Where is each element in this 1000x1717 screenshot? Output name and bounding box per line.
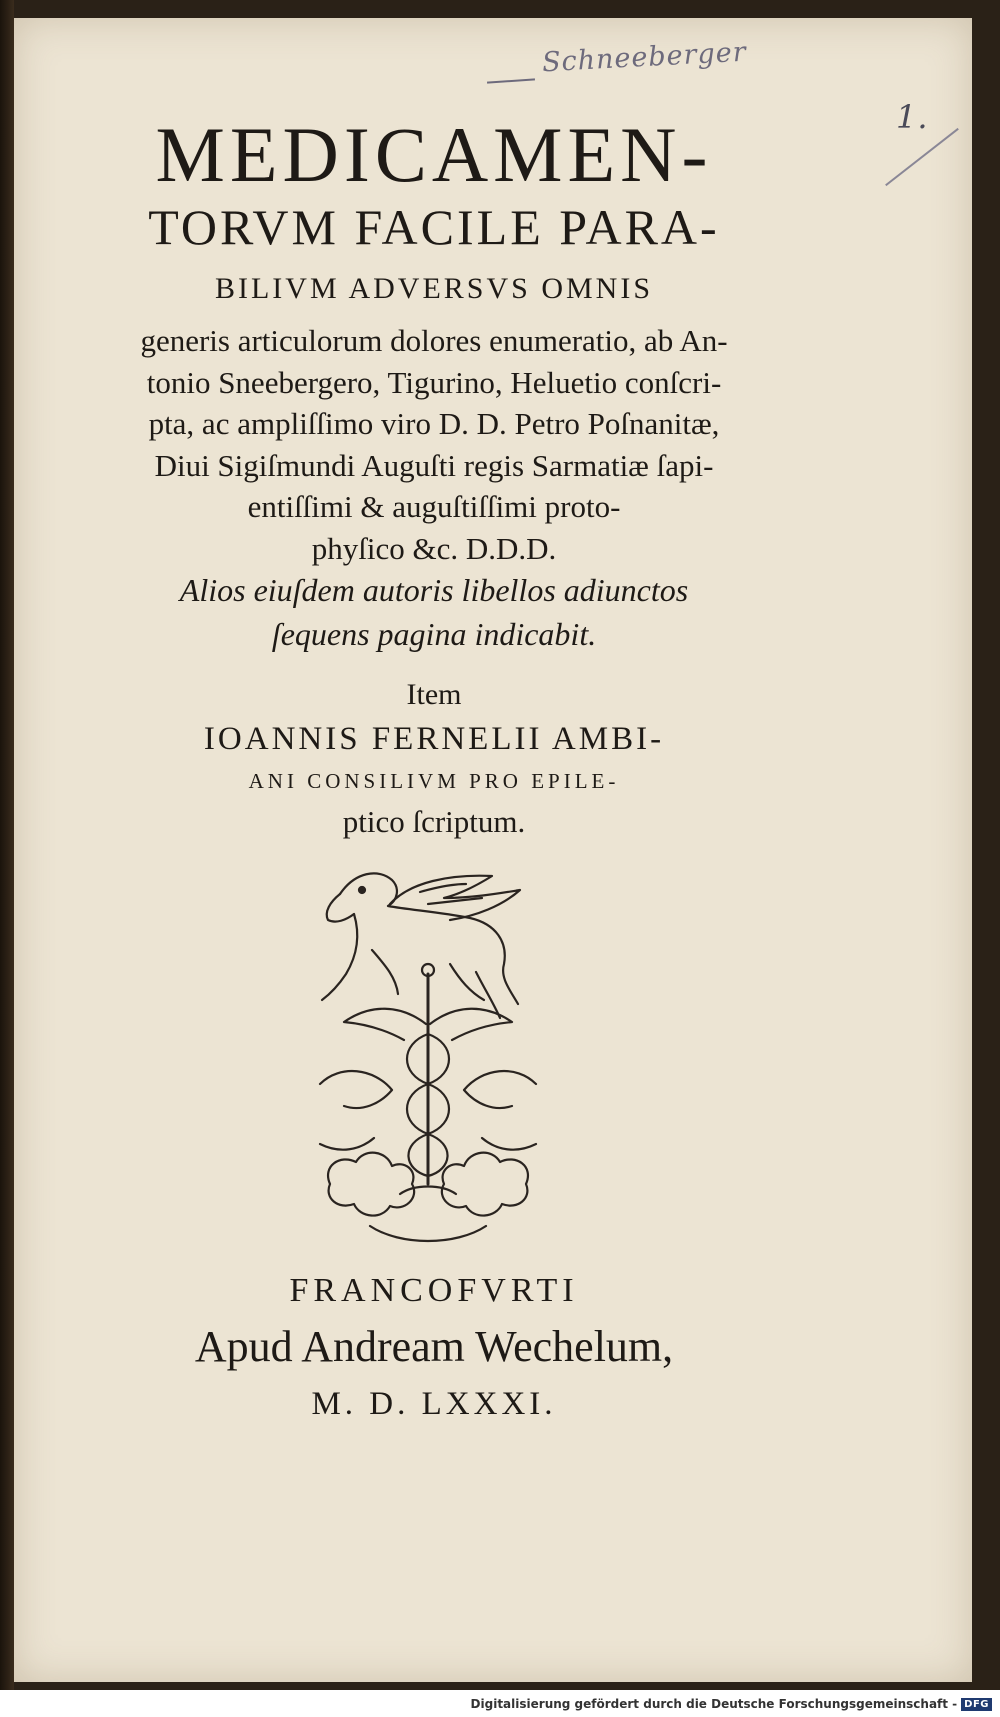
italic-line-2: ſequens pagina indicabit. — [271, 616, 597, 652]
body-line-4: Diui Sigiſmundi Auguſti regis Sarmatiæ ſapi- — [154, 447, 714, 483]
italic-note — [74, 568, 794, 656]
funding-note-text: Digitalisierung gefördert durch die Deutsche Forschungsgemeinschaft - — [470, 1697, 958, 1711]
body-line-5: entiſſimi & auguſtiſſimi proto- — [247, 489, 621, 524]
imprint-publisher: Apud Andream Wechelum, — [194, 1322, 674, 1371]
book-spine — [0, 0, 14, 1690]
item-label: Item — [406, 678, 462, 711]
body-line-3: pta, ac ampliſſimo viro D. D. Petro Poſnanitæ, — [148, 406, 720, 441]
title-line-3: BILIVM ADVERSVS OMNIS — [214, 272, 654, 305]
imprint-city: FRANCOFVRTI — [289, 1272, 579, 1309]
imprint-year: M. D. LXXXI. — [311, 1386, 557, 1422]
title-line-1: MEDICAMEN- — [155, 111, 713, 198]
pegasus-caduceus-printers-device-icon — [300, 854, 556, 1260]
handwritten-slash-mark — [885, 128, 959, 186]
handwritten-owner-name: Schneeberger — [541, 36, 748, 79]
handwritten-dash — [487, 78, 535, 83]
body-line-2: tonio Sneebergero, Tigurino, Heluetio conſcri- — [146, 364, 722, 400]
consilium-line: ANI CONSILIVM PRO EPILE- — [248, 769, 620, 793]
dfg-logo-icon: DFG — [961, 1698, 992, 1711]
handwritten-folio-number: 1. — [896, 98, 929, 136]
funding-footer — [471, 1697, 992, 1711]
title-line-2: TORVM FACILE PARA- — [148, 199, 720, 255]
italic-line-1: Alios eiuſdem autoris libellos adiunctos — [179, 572, 689, 608]
second-author-line: IOANNIS FERNELII AMBI- — [203, 721, 665, 757]
scriptum-line: ptico ſcriptum. — [342, 804, 526, 839]
title-body — [74, 320, 794, 569]
title-page — [14, 18, 972, 1682]
body-line-1: generis articulorum dolores enumeratio, ab An- — [140, 323, 728, 358]
body-line-6: phyſico &c. D.D.D. — [311, 530, 557, 566]
